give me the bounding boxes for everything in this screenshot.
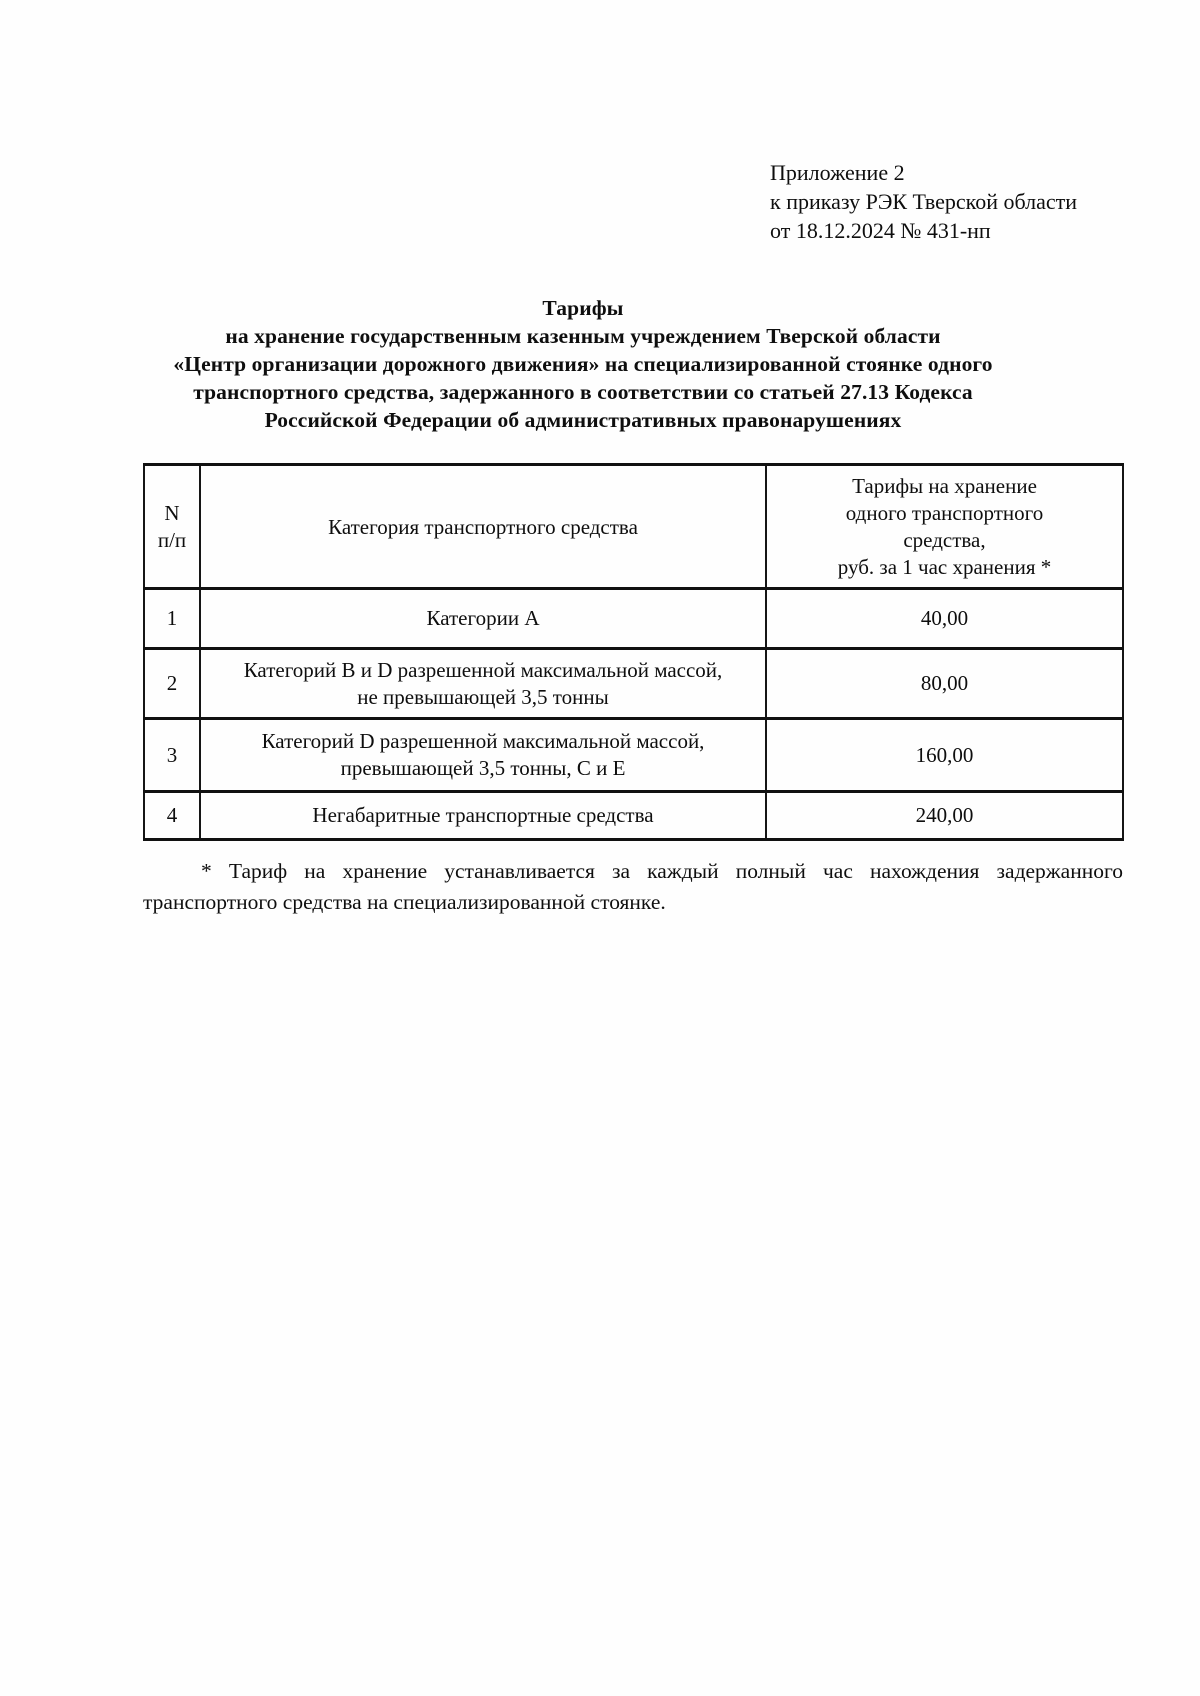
- title-line-2: на хранение государственным казенным учреждением Тверской области: [225, 324, 941, 348]
- header-tariff-line-4: руб. за 1 час хранения *: [837, 554, 1052, 579]
- row-category-line: Категорий B и D разрешенной максимальной массой,: [243, 657, 723, 682]
- header-number-line-2: п/п: [157, 527, 187, 552]
- title-line-3: «Центр организации дорожного движения» на специализированной стоянке одного: [173, 352, 993, 376]
- row-tariff-value: 80,00: [920, 671, 969, 695]
- row-tariff-value: 160,00: [915, 742, 974, 767]
- table-row: [144, 649, 1123, 719]
- row-number-cell: [144, 649, 200, 719]
- appendix-line-order: к приказу РЭК Тверской области: [770, 189, 1078, 214]
- table-row: [144, 589, 1123, 649]
- header-category-label: Категория транспортного средства: [328, 514, 638, 539]
- header-tariff-line-3: средства,: [903, 527, 986, 552]
- row-number: 1: [166, 606, 178, 630]
- row-number: 3: [166, 742, 178, 767]
- title-line-5: Российской Федерации об административных правонарушениях: [264, 408, 902, 432]
- tariff-table: [143, 463, 1124, 841]
- document-title: [138, 294, 1028, 434]
- row-category-line: Категории А: [426, 606, 540, 630]
- row-number-cell: [144, 719, 200, 792]
- title-line-1: Тарифы: [542, 296, 624, 320]
- header-cell-category: [200, 465, 766, 589]
- header-tariff-line-2: одного транспортного: [845, 500, 1044, 525]
- row-tariff-value: 240,00: [915, 803, 974, 827]
- row-number: 4: [166, 803, 178, 827]
- row-category-line: Негабаритные транспортные средства: [312, 803, 654, 827]
- table-row: [144, 792, 1123, 840]
- row-category-line: Категорий D разрешенной максимальной массой,: [261, 729, 705, 753]
- header-tariff-line-1: Тарифы на хранение: [852, 473, 1037, 498]
- table-row: [144, 719, 1123, 792]
- row-tariff-cell: [766, 792, 1123, 840]
- row-tariff-cell: [766, 649, 1123, 719]
- footnote-line-1: * Тариф на хранение устанавливается за каждый полный час нахождения задержанного: [201, 859, 1123, 883]
- row-number: 2: [166, 671, 178, 695]
- appendix-line-date: от 18.12.2024 № 431-нп: [770, 218, 991, 243]
- title-line-4: транспортного средства, задержанного в соответствии со статьей 27.13 Кодекса: [193, 380, 973, 404]
- appendix-line-number: Приложение 2: [770, 160, 905, 185]
- row-category-line: превышающей 3,5 тонны, C и E: [340, 756, 626, 780]
- row-category-cell: [200, 649, 766, 719]
- footnote-line-2: транспортного средства на специализированной стоянке.: [143, 890, 666, 914]
- row-tariff-cell: [766, 719, 1123, 792]
- row-number-cell: [144, 589, 200, 649]
- row-number-cell: [144, 792, 200, 840]
- row-category-cell: [200, 589, 766, 649]
- row-category-cell: [200, 719, 766, 792]
- row-tariff-cell: [766, 589, 1123, 649]
- footnote: [143, 856, 1123, 918]
- table-header-row: [144, 465, 1123, 589]
- header-cell-tariff: [766, 465, 1123, 589]
- header-cell-number: [144, 465, 200, 589]
- appendix-reference-block: [770, 158, 1077, 245]
- row-category-cell: [200, 792, 766, 840]
- row-tariff-value: 40,00: [920, 606, 969, 630]
- header-number-line-1: N: [164, 500, 180, 525]
- row-category-line: не превышающей 3,5 тонны: [357, 684, 609, 709]
